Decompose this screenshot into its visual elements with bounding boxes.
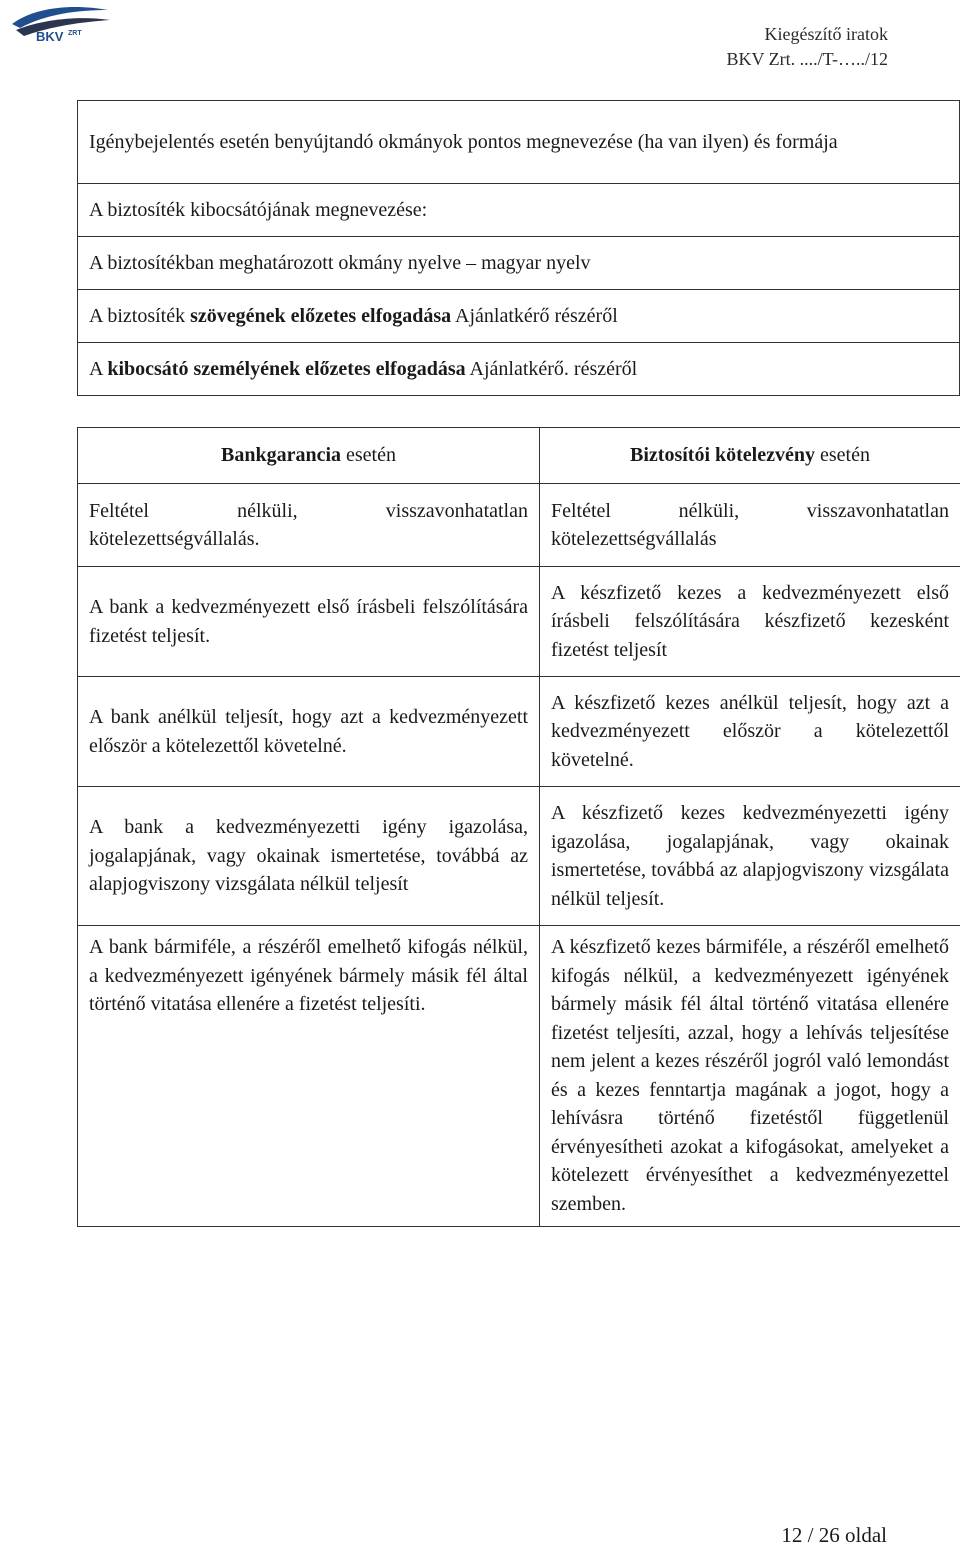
table-row bbox=[78, 101, 960, 184]
logo-superscript: ZRT bbox=[68, 30, 82, 37]
table-row bbox=[78, 926, 960, 1227]
table-row bbox=[78, 184, 960, 237]
bkv-logo bbox=[6, 4, 114, 44]
insurer-condition-cell: Feltétel nélküli, visszavonhatatlan kötelezettségvállalás bbox=[540, 484, 960, 567]
document-header bbox=[726, 22, 888, 72]
table-row bbox=[78, 237, 960, 290]
insurer-no-recourse-cell: A készfizető kezes anélkül teljesít, hogy azt a kedvezményezett először a kötelezettől követelné. bbox=[540, 677, 960, 787]
table-row bbox=[78, 343, 960, 396]
guarantee-comparison-table bbox=[77, 427, 960, 1227]
bank-first-demand-cell: A bank a kedvezményezett első írásbeli felszólítására fizetést teljesít. bbox=[78, 567, 540, 677]
document-reference: BKV Zrt. ..../T-…../12 bbox=[726, 47, 888, 72]
insurer-no-verification-cell: A készfizető kezes kedvezményezetti igény igazolása, jogalapjának, vagy okainak ismertetése, továbbá az alapjogviszony vizsgálata nélkül teljesít. bbox=[540, 787, 960, 926]
bank-no-recourse-cell: A bank anélkül teljesít, hogy azt a kedvezményezett először a kötelezettől követelné. bbox=[78, 677, 540, 787]
text-approval-prefix: A biztosíték bbox=[89, 305, 190, 327]
header-insurance-bond-suffix: esetén bbox=[815, 444, 870, 466]
issuer-approval-bold: kibocsátó személyének előzetes elfogadása bbox=[107, 358, 465, 380]
issuer-approval-prefix: A bbox=[89, 358, 107, 380]
header-bank-guarantee-suffix: esetén bbox=[341, 444, 396, 466]
issuer-name-cell: A biztosíték kibocsátójának megnevezése: bbox=[78, 184, 960, 237]
text-approval-bold: szövegének előzetes elfogadása bbox=[190, 305, 451, 327]
issuer-approval-cell bbox=[78, 343, 960, 396]
header-insurance-bond-bold: Biztosítói kötelezvény bbox=[630, 444, 815, 466]
logo-text: BKV bbox=[36, 29, 64, 44]
document-title: Kiegészítő iratok bbox=[726, 22, 888, 47]
required-documents-cell: Igénybejelentés esetén benyújtandó okmányok pontos megnevezése (ha van ilyen) és formája bbox=[78, 101, 960, 184]
table-row bbox=[78, 677, 960, 787]
insurer-no-objection-cell: A készfizető kezes bármiféle, a részéről emelhető kifogás nélkül, a kedvezményezett igényének bármely másik fél által történő vitatása ellenére fizetést teljesíti, azzal, hogy a lehívás teljesítése nem jelent a kezes részéről jogról való lemondást és a kezes fenntartja magának a jogot, hogy a lehívásra történő fizetéstől függetlenül érvényesítheti azokat a kifogásokat, amelyeket a kötelezett érvényesíthet a kedvezményezettel szemben. bbox=[540, 926, 960, 1227]
bank-condition-cell: Feltétel nélküli, visszavonhatatlan kötelezettségvállalás. bbox=[78, 484, 540, 567]
text-approval-cell bbox=[78, 290, 960, 343]
issuer-approval-suffix: Ajánlatkérő. részéről bbox=[466, 358, 638, 380]
document-language-cell: A biztosítékban meghatározott okmány nyelve – magyar nyelv bbox=[78, 237, 960, 290]
table-row bbox=[78, 567, 960, 677]
header-bank-guarantee bbox=[78, 428, 540, 484]
table-header-row bbox=[78, 428, 960, 484]
header-insurance-bond bbox=[540, 428, 960, 484]
table-row bbox=[78, 290, 960, 343]
page-number: 12 / 26 oldal bbox=[781, 1522, 887, 1548]
insurer-first-demand-cell: A készfizető kezes a kedvezményezett első írásbeli felszólítására készfizető kezesként fizetést teljesít bbox=[540, 567, 960, 677]
header-bank-guarantee-bold: Bankgarancia bbox=[221, 444, 341, 466]
table-row bbox=[78, 787, 960, 926]
bkv-logo-graphic bbox=[6, 4, 114, 44]
bank-no-objection-cell: A bank bármiféle, a részéről emelhető kifogás nélkül, a kedvezményezett igényének bármely másik fél által történő vitatása ellenére a fizetést teljesíti. bbox=[78, 926, 540, 1227]
bank-no-verification-cell: A bank a kedvezményezetti igény igazolása, jogalapjának, vagy okainak ismertetése, továbbá az alapjogviszony vizsgálata nélkül teljesít bbox=[78, 787, 540, 926]
text-approval-suffix: Ajánlatkérő részéről bbox=[451, 305, 618, 327]
guarantee-details-table bbox=[77, 100, 960, 396]
table-row bbox=[78, 484, 960, 567]
